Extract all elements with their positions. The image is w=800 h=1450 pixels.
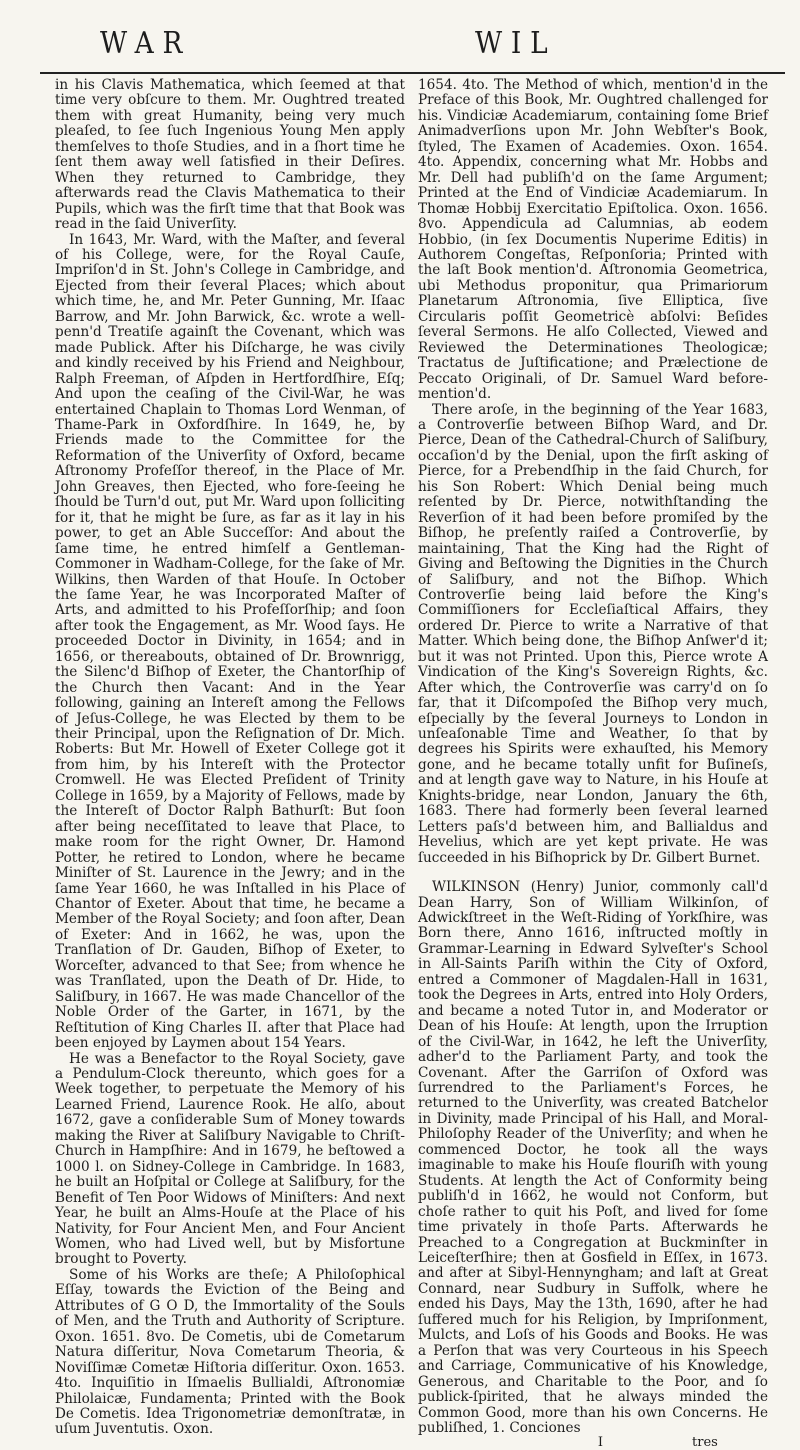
header-rule [40,72,785,74]
left-paragraph-4: Some of his Works are theſe; A Philoſophical Eſſay, towards the Eviction of the Being and Attributes of G O D, the Immortality of the Souls of Men, and the Truth and Authority of Scripture. Oxon. 1651. 8vo. De Cometis, ubi de Cometarum Natura diſſeritur, Nova Cometarum Theoria, & Noviſſimæ Cometæ Hiſtoria diſſeritur. Oxon. 1653. 4to. Inquiſitio in Iſmaelis Bullialdi, Aſtronomiæ Philolaicæ, Fundamenta; Printed with the Book De Cometis. Idea Trigonometriæ demonſtratæ, in uſum Juventutis. Oxon. [55,1266,405,1438]
running-head-right: WIL [475,26,557,61]
right-column [418,78,768,1450]
left-paragraph-1: in his Clavis Mathematica, which ſeemed at that time very obſcure to them. Mr. Oughtred treated them with great Humanity, being very much pleaſed, to ſee ſuch Ingenious Young Men apply themſelves to thoſe Studies, and in a ſhort time he ſent them away well ſatisfied in their Deſires. When they returned to Cambridge, they afterwards read the Clavis Mathematica to their Pupils, which was the firſt time that that Book was read in the ſaid Univerſity. [55,77,405,233]
left-paragraph-3: He was a Benefactor to the Royal Society, gave a Pendulum-Clock thereunto, which goes for a Week together, to perpetuate the Memory of his Learned Friend, Laurence Rook. He alſo, about 1672, gave a conſiderable Sum of Money towards making the River at Saliſbury Navigable to Chriſt-Church in Hampſhire: And in 1679, he beſtowed a 1000 l. on Sidney-College in Cambridge. In 1683, he built an Hoſpital or College at Saliſbury, for the Benefit of Ten Poor Widows of Miniſters: And next Year, he built an Alms-Houſe at the Place of his Nativity, for Four Ancient Men, and Four Ancient Women, who had Lived well, but by Misfortune brought to Poverty. [55,1050,405,1268]
page-foot [418,1436,768,1450]
catchword: tres [692,1435,718,1450]
wilkinson-entry: WILKINSON (Henry) Junior, commonly call'd Dean Harry, Son of William Wilkinſon, of Adwickſtreet in the Weſt-Riding of Yorkſhire, was Born there, Anno 1616, inſtructed moſtly in Grammar-Learning in Edward Sylveſter's School in All-Saints Pariſh within the City of Oxford, entred a Commoner of Magdalen-Hall in 1631, took the Degrees in Arts, entred into Holy Orders, and became a noted Tutor in, and Moderator or Dean of his Houſe: At length, upon the Irruption of the Civil-War, in 1642, he left the Univerſity, adher'd to the Parliament Party, and took the Covenant. After the Garriſon of Oxford was ſurrendred to the Parliament's Forces, he returned to the Univerſity, was created Batchelor in Divinity, made Principal of his Hall, and Moral-Philoſophy Reader of the Univerſity; and when he commenced Doctor, he took all the ways imaginable to make his Houſe flouriſh with young Students. At length the Act of Conformity being publiſh'd in 1662, he would not Conform, but choſe rather to quit his Poſt, and lived for ſome time privately in thoſe Parts. Afterwards he Preached to a Congregation at Buckminſter in Leiceſterſhire; then at Gosfield in Eſſex, in 1673. and after at Sibyl-Hennyngham; and laſt at Great Connard, near Sudbury in Suffolk, where he ended his Days, May the 13th, 1690, after he had ſuffered much for his Religion, by Impriſonment, Mulcts, and Loſs of his Goods and Books. He was a Perſon that was very Courteous in his Speech and Carriage, Communicative of his Knowledge, Generous, and Charitable to the Poor, and ſo publick-ſpirited, that he always minded the Common Good, more than his own Concerns. He publiſhed, 1. Conciones [418,879,768,1436]
left-paragraph-2: In 1643, Mr. Ward, with the Maſter, and ſeveral of his College, were, for the Royal Cauſe, Impriſon'd in St. John's College in Cambridge, and Ejected from their ſeveral Places; which about which time, he, and Mr. Peter Gunning, Mr. Iſaac Barrow, and Mr. John Barwick, &c. wrote a well-penn'd Treatiſe againſt the Covenant, which was made Publick. After his Diſcharge, he was civily and kindly received by his Friend and Neighbour, Ralph Freeman, of Aſpden in Hertfordſhire, Eſq; And upon the ceaſing of the Civil-War, he was entertained Chaplain to Thomas Lord Wenman, of Thame-Park in Oxfordſhire. In 1649, he, by Friends made to the Committee for the Reformation of the Univerſity of Oxford, became Aſtronomy Profeſſor thereof, in the Place of Mr. John Greaves, then Ejected, who fore-ſeeing he ſhould be Turn'd out, put Mr. Ward upon ſolliciting for it, that he might be ſure, as far as it lay in his power, to get an Able Succeſſor: And about the ſame time, he entred himſelf a Gentleman-Commoner in Wadham-College, for the ſake of Mr. Wilkins, then Warden of that Houſe. In October the ſame Year, he was Incorporated Maſter of Arts, and admitted to his Profeſſorſhip; and ſoon after took the Engagement, as Mr. Wood ſays. He proceeded Doctor in Divinity, in 1654; and in 1656, or thereabouts, obtained of Dr. Brownrigg, the Silenc'd Biſhop of Exeter, the Chantorſhip of the Church then Vacant: And in the Year following, gaining an Intereſt among the Fellows of Jeſus-College, he was Elected by them to be their Principal, upon the Reſignation of Dr. Mich. Roberts: But Mr. Howell of Exeter College got it from him, by his Intereſt with the Protector Cromwell. He was Elected Preſident of Trinity College in 1659, by a Majority of Fellows, made by the Intereſt of Doctor Ralph Bathurſt: But ſoon after being neceſſitated to leave that Place, to make room for the right Owner, Dr. Hamond Potter, he retired to London, where he became Miniſter of St. Laurence in the Jewry; and in the ſame Year 1660, he was Inſtalled in his Place of Chantor of Exeter. About that time, he became a Member of the Royal Society; and ſoon after, Dean of Exeter: And in 1662, he was, upon the Tranſlation of Dr. Gauden, Biſhop of Exeter, to Worceſter, advanced to that See; from whence he was Tranſlated, upon the Death of Dr. Hide, to Saliſbury, in 1667. He was made Chancellor of the Noble Order of the Garter, in 1671, by the Reſtitution of King Charles II. after that Place had been enjoyed by Laymen about 154 Years. [55,231,405,1052]
running-head-left: WAR [100,26,192,61]
left-column [55,78,405,1438]
right-paragraph-1: 1654. 4to. The Method of which, mention'd in the Preface of this Book, Mr. Oughtred challenged for his. Vindiciæ Academiarum, containing ſome Brief Animadverſions upon Mr. John Webſter's Book, ſtyled, The Examen of Academies. Oxon. 1654. 4to. Appendix, concerning what Mr. Hobbs and Mr. Dell had publiſh'd on the ſame Argument; Printed at the End of Vindiciæ Academiarum. In Thomæ Hobbij Exercitatio Epiſtolica. Oxon. 1656. 8vo. Appendicula ad Calumnias, ab eodem Hobbio, (in ſex Documentis Nuperime Editis) in Authorem Congeſtas, Reſponſoria; Printed with the laſt Book mention'd. Aſtronomia Geometrica, ubi Methodus proponitur, qua Primariorum Planetarum Aſtronomia, ſive Elliptica, ſive Circularis poſſit Geometricè abſolvi: Beſides ſeveral Sermons. He alſo Collected, Viewed and Reviewed the Determinationes Theologicæ; Tractatus de Juſtificatione; and Prælectione de Peccato Originali, of Dr. Samuel Ward before-mention'd. [418,77,768,403]
right-paragraph-2: There aroſe, in the beginning of the Year 1683, a Controverſie between Biſhop Ward, and Dr. Pierce, Dean of the Cathedral-Church of Saliſbury, occaſion'd by the Denial, upon the firſt asking of Pierce, for a Prebendſhip in the ſaid Church, for his Son Robert: Which Denial being much reſented by Dr. Pierce, notwithſtanding the Reverſion of it had been before promiſed by the Biſhop, he preſently raiſed a Controverſie, by maintaining, That the King had the Right of Giving and Beſtowing the Dignities in the Church of Saliſbury, and not the Biſhop. Which Controverſie being laid before the King's Commiſſioners for Eccleſiaſtical Affairs, they ordered Dr. Pierce to write a Narrative of that Matter. Which being done, the Biſhop Anſwer'd it; but it was not Printed. Upon this, Pierce wrote A Vindication of the King's Sovereign Rights, &c. After which, the Controverſie was carry'd on ſo far, that it Diſcompoſed the Biſhop very much, eſpecially by the ſeveral Journeys to London in unſeaſonable Time and Weather, ſo that by degrees his Spirits were exhauſted, his Memory gone, and he became totally unfit for Buſineſs, and at length gave way to Nature, in his Houſe at Knights-bridge, near London, January the 6th, 1683. There had formerly been ſeveral learned Letters paſs'd between him, and Ballialdus and Hevelius, which are yet kept private. He was ſucceeded in his Biſhoprick by Dr. Gilbert Burnet. [418,401,768,866]
running-head [0,8,800,78]
signature-mark: I [597,1435,603,1450]
